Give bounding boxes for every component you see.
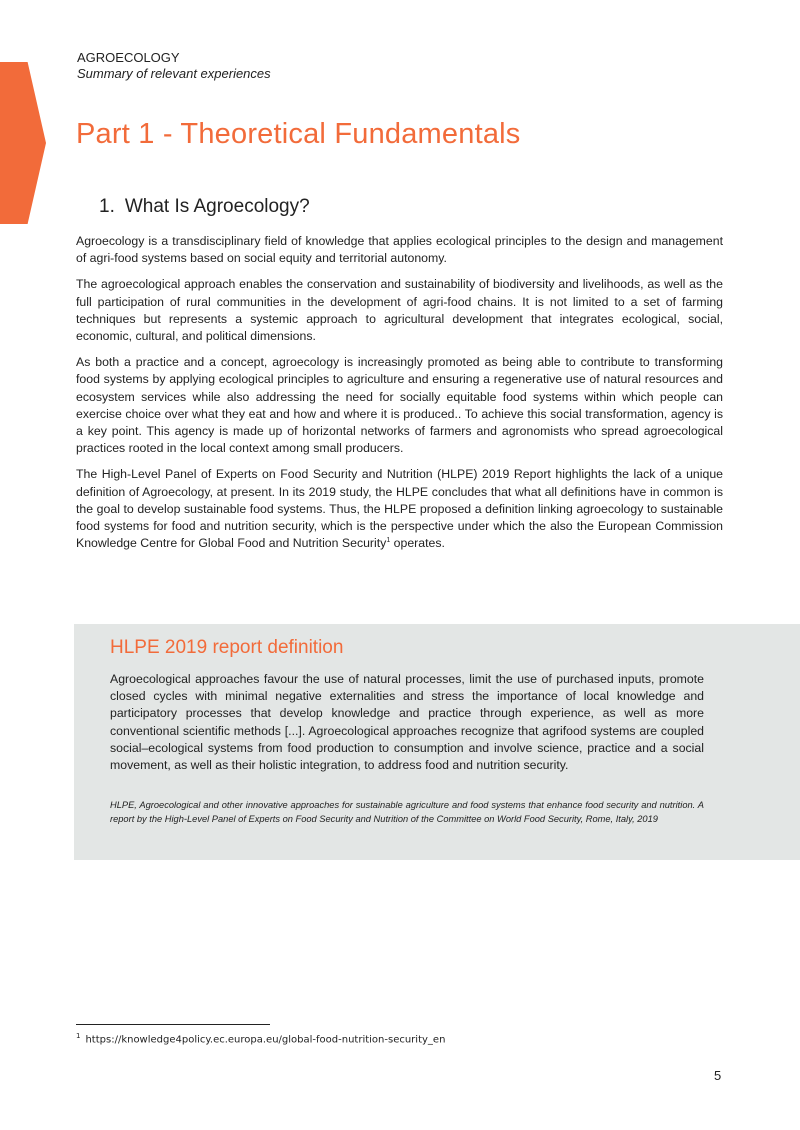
side-tab-decoration xyxy=(0,62,46,224)
paragraph-ending: operates. xyxy=(393,536,445,551)
part-title: Part 1 - Theoretical Fundamentals xyxy=(76,118,521,150)
paragraph: As both a practice and a concept, agroecology is increasingly promoted as being able to contribute to transforming food systems by applying ecological principles to agriculture and ensuring a regenerative use of natural resources and ecosystem services while also addressing the need for socially equitable food systems within which people can exercise choice over what they eat and how and where it is produced.. To achieve this social transformation, agency is a key point. This agency is made up of horizontal networks of farmers and agronomists who spread agroecological practices rooted in the local context among small producers. xyxy=(76,355,723,456)
callout-citation: HLPE, Agroecological and other innovative approaches for sustainable agriculture and food systems that enhance food security and nutrition. A report by the High-Level Panel of Experts on Food Security and Nutrition of the Committee on World Food Security, Rome, Italy, 2019 xyxy=(110,800,704,824)
definition-callout-box xyxy=(74,624,800,860)
section-number: 1. xyxy=(99,196,115,217)
footnote-reference[interactable]: 1 xyxy=(386,537,391,545)
header-title: AGROECOLOGY xyxy=(77,50,180,65)
section-title: What Is Agroecology? xyxy=(124,196,310,217)
paragraph: The agroecological approach enables the conservation and sustainability of biodiversity and livelihoods, as well as the full participation of rural communities in the development of agri-food chains. It is not limited to a set of farming techniques but represents a systemic approach to agricultural development that integrates ecological, social, economic, cultural, and political dimensions. xyxy=(76,277,723,344)
page-number: 5 xyxy=(714,1068,722,1083)
section-heading xyxy=(99,196,310,218)
paragraph: Agroecology is a transdisciplinary field of knowledge that applies ecological principles to the design and management of agri-food systems based on social equity and territorial autonomy. xyxy=(76,234,723,266)
running-header xyxy=(77,50,271,82)
footnote-mark: 1 xyxy=(76,1032,81,1040)
header-subtitle: Summary of relevant experiences xyxy=(77,66,271,81)
body-text xyxy=(76,233,723,561)
callout-title: HLPE 2019 report definition xyxy=(110,637,344,658)
footnote-link[interactable]: https://knowledge4policy.ec.europa.eu/global-food-nutrition-security_en xyxy=(85,1034,446,1046)
callout-text: Agroecological approaches favour the use of natural processes, limit the use of purchased inputs, promote closed cycles with minimal negative externalities and stress the importance of local knowledge and participatory processes that develop knowledge and practice through experience, as well as more conventional scientific methods [...]. Agroecological approaches recognize that agrifood systems are coupled social–ecological systems from food production to consumption and involve science, practice and a social movement, as well as their holistic integration, to address food and nutrition security. xyxy=(110,672,704,773)
footnote xyxy=(76,1032,445,1045)
paragraph-with-footnote xyxy=(76,466,723,552)
footnote-divider xyxy=(76,1024,270,1025)
paragraph-text: The High-Level Panel of Experts on Food Security and Nutrition (HLPE) 2019 Report highlights the lack of a unique definition of Agroecology, at present. In its 2019 study, the HLPE concludes that what all definitions have in common is the goal to develop sustainable food systems. Thus, the HLPE proposed a definition linking agroecology to sustainable food systems for food and nutrition security, which is the perspective under which the also the European Commission Knowledge Centre for Global Food and Nutrition Security xyxy=(76,467,723,551)
